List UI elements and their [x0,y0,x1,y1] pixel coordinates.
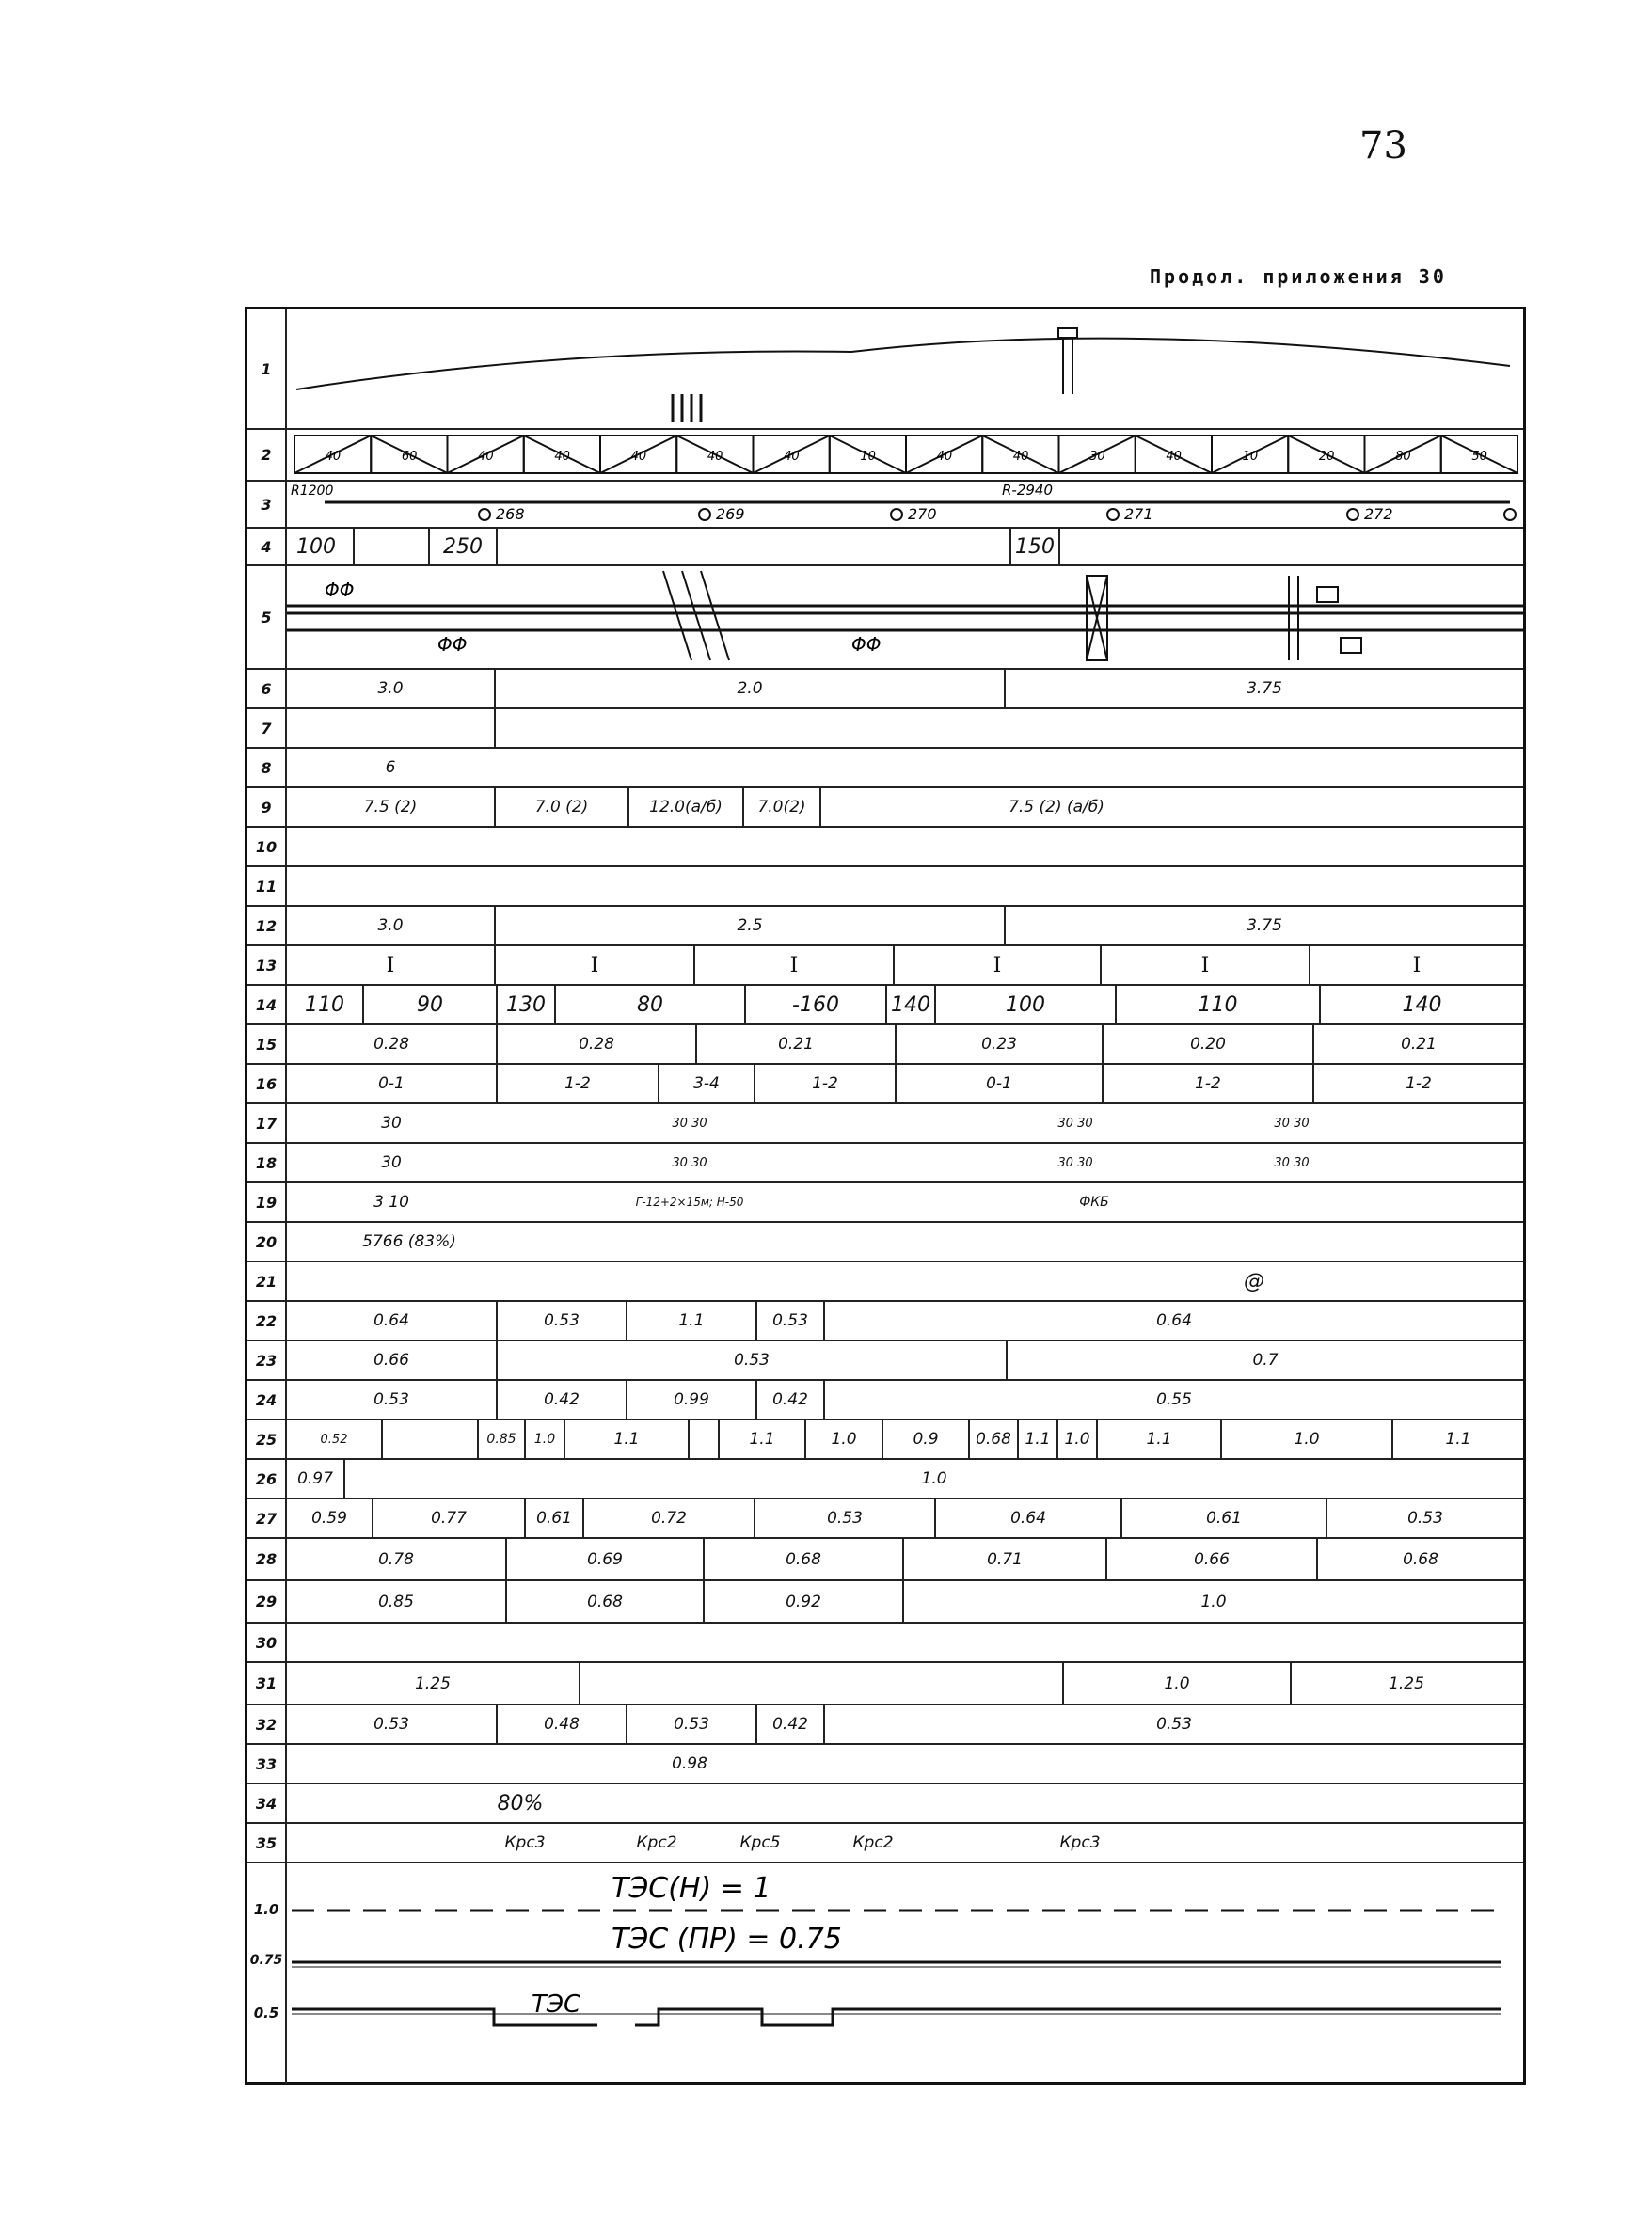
row32-val: 0.53 [627,1705,757,1743]
row28-val: 0.78 [287,1539,507,1579]
row16-val: 1-2 [1406,1074,1432,1093]
row19-val: Г-12+2×15м; Н-50 [635,1196,744,1209]
row-19 [247,1183,1523,1223]
row27-val: 0.64 [936,1499,1122,1537]
svg-text:ΦΦ: ΦΦ [851,633,882,656]
row-number: 12 [247,907,287,944]
row16-val: 1-2 [1104,1065,1314,1102]
row27-val: 0.61 [526,1499,584,1537]
row25-val: 0.9 [883,1420,970,1458]
row35-val: Крс3 [504,1833,546,1852]
row-31 [247,1663,1523,1705]
scale-0.5: 0.5 [253,2005,279,2022]
row-number: 35 [247,1824,287,1862]
row25-val: 1.0 [1222,1420,1393,1458]
slope-label: 10 [1242,450,1259,464]
row9-val: 12.0(а/б) [629,788,744,826]
row27-val: 0.77 [373,1499,526,1537]
row16-val: 1-2 [498,1065,659,1102]
row-number: 14 [247,986,287,1023]
row19-val: 3 10 [373,1193,409,1212]
row9-val: 7.0 (2) [496,788,629,826]
row34-val: 80% [497,1791,544,1816]
slope-label: 40 [554,450,570,464]
row9-val: 7.0(2) [744,788,821,826]
row-number: 29 [247,1581,287,1622]
appendix-header: Продол. приложения 30 [1150,265,1447,288]
row32-val: 0.53 [287,1705,498,1743]
slope-label: 40 [630,450,647,464]
plan-line-graphic [287,482,1525,527]
slope-label: 40 [325,450,342,464]
row-23 [247,1341,1523,1381]
row16-val: 3-4 [659,1065,755,1102]
row-number: 5 [247,566,287,668]
row13-val: I [695,946,895,984]
row27-val: 0.53 [755,1499,936,1537]
row23-val: 0.66 [287,1341,498,1379]
row24-val: 0.99 [627,1381,757,1419]
row31-val: 1.0 [1062,1663,1292,1704]
row-number: 4 [247,529,287,564]
slope-label: 60 [401,450,418,464]
row31-val: 1.25 [287,1663,580,1704]
row-14 [247,986,1523,1025]
row25-val: 1.1 [1098,1420,1222,1458]
row-28 [247,1539,1523,1581]
row-26 [247,1460,1523,1499]
row-number: 31 [247,1663,287,1704]
row4-val: 250 [430,529,498,564]
row-number: 13 [247,946,287,984]
row-number: 7 [247,709,287,747]
row17-val: 30 [381,1114,402,1133]
row-number: 1 [247,309,287,428]
row14-val: 90 [364,986,498,1023]
row12-val: 3.0 [287,907,496,944]
row17-val: 30 30 [1274,1116,1310,1131]
row25-blank [383,1420,479,1458]
row17-val: 30 30 [1057,1116,1093,1131]
row14-val: 80 [556,986,746,1023]
row-number: 21 [247,1262,287,1300]
graph-scale [247,1863,287,2084]
row16-val: 0-1 [287,1065,498,1102]
row9-val: 7.5 (2) [287,788,496,826]
svg-text:ΦΦ: ΦΦ [325,579,355,601]
row-number: 28 [247,1539,287,1579]
row9-val: 7.5 (2) (а/б) [1009,798,1104,817]
row4-val: 100 [287,529,355,564]
row24-val: 0.42 [498,1381,627,1419]
row24-val: 0.55 [1156,1390,1192,1409]
line-pr-label: ТЭС (ПР) = 0.75 [612,1923,842,1956]
row-22 [247,1302,1523,1341]
row21-val: @ [1244,1269,1264,1293]
radius-left: R1200 [291,484,334,499]
row24-val: 0.42 [757,1381,825,1419]
row-7 [247,709,1523,749]
row33-val: 0.98 [672,1754,707,1773]
row-number: 17 [247,1104,287,1142]
row32-val: 0.53 [1156,1715,1192,1734]
row-11 [247,867,1523,907]
row-number: 23 [247,1341,287,1379]
row22-val: 0.53 [757,1302,825,1340]
row-8 [247,749,1523,788]
row16-val: 0-1 [897,1065,1104,1102]
row27-val: 0.61 [1122,1499,1327,1537]
row35-val: Крс2 [636,1833,677,1852]
row-number: 2 [247,430,287,480]
row-5-lanes [247,566,1523,670]
slope-label: 40 [936,450,953,464]
scale-0.75: 0.75 [249,1953,283,1968]
row13-val: I [287,946,496,984]
row28-val: 0.69 [507,1539,705,1579]
row-number: 30 [247,1624,287,1661]
row29-val: 1.0 [1200,1592,1227,1611]
row18-val: 30 [381,1153,402,1172]
row12-val: 3.75 [1247,916,1282,935]
svg-text:ΦΦ: ΦΦ [437,633,468,656]
row15-val: 0.23 [897,1025,1104,1063]
row-number: 24 [247,1381,287,1419]
row12-val: 2.5 [496,907,1006,944]
row29-val: 0.68 [507,1581,705,1622]
slope-diagram [287,430,1525,480]
row27-val: 0.53 [1407,1509,1443,1528]
station-270: 270 [908,505,937,523]
row13-val: I [895,946,1102,984]
page-number: 73 [1359,124,1407,167]
lane-schematic [287,566,1525,668]
row-4 [247,529,1523,566]
row35-val: Крс3 [1059,1833,1101,1852]
radius-right: R-2940 [1002,482,1054,499]
row13-val: I [1102,946,1310,984]
row-34 [247,1784,1523,1824]
row25-val: 1.0 [526,1420,565,1458]
row-number: 19 [247,1183,287,1221]
row22-val: 0.64 [1156,1311,1192,1330]
row-9 [247,788,1523,828]
slope-label: 50 [1471,450,1487,464]
row25-val: 1.1 [1019,1420,1058,1458]
row-16 [247,1065,1523,1104]
slope-label: 40 [707,450,723,464]
row8-val: 6 [385,758,396,777]
row-number: 11 [247,867,287,905]
row-35 [247,1824,1523,1863]
scale-1.0: 1.0 [253,1901,279,1918]
row-29 [247,1581,1523,1624]
row-number: 6 [247,670,287,707]
tes-graph-svg [287,1863,1525,2084]
station-268: 268 [496,505,525,523]
row-number: 15 [247,1025,287,1063]
row23-val: 0.7 [1252,1351,1279,1370]
row31-val: 1.25 [1389,1673,1424,1693]
road-profile-graphic [287,309,1525,428]
slope-label: 40 [478,450,494,464]
row26-val: 1.0 [921,1469,947,1488]
row-6 [247,670,1523,709]
row14-val: 130 [498,986,556,1023]
row-18 [247,1144,1523,1183]
slope-label: 30 [1089,450,1105,464]
slope-label: 40 [784,450,800,464]
row15-val: 0.20 [1104,1025,1314,1063]
row28-val: 0.66 [1107,1539,1318,1579]
row25-val: 0.52 [287,1420,383,1458]
row25-val: 1.1 [720,1420,806,1458]
data-sheet [245,307,1526,2085]
row28-val: 0.68 [705,1539,904,1579]
row6-val: 3.75 [1247,679,1282,698]
row16-val: 1-2 [755,1065,897,1102]
row18-val: 30 30 [1057,1155,1093,1170]
row32-val: 0.48 [498,1705,627,1743]
row-number: 27 [247,1499,287,1537]
row15-val: 0.28 [498,1025,697,1063]
row14-val: 140 [1402,992,1442,1017]
row4-val: 150 [1009,529,1060,564]
row-15 [247,1025,1523,1065]
row-25 [247,1420,1523,1460]
row25-val: 0.68 [970,1420,1019,1458]
station-272: 272 [1364,505,1393,523]
row24-val: 0.53 [287,1381,498,1419]
row7-cell [287,709,496,747]
row-number: 16 [247,1065,287,1102]
row-number: 3 [247,482,287,527]
row-number: 22 [247,1302,287,1340]
row25-val: 1.1 [1445,1430,1471,1449]
row23-val: 0.53 [498,1341,1008,1379]
slope-label: 40 [1166,450,1182,464]
row-17 [247,1104,1523,1144]
row-number: 20 [247,1223,287,1261]
row32-val: 0.42 [757,1705,825,1743]
row25-val: 1.0 [1058,1420,1098,1458]
row6-val: 3.0 [287,670,496,707]
row35-val: Крс2 [852,1833,894,1852]
row28-val: 0.68 [1403,1549,1438,1569]
row29-val: 0.85 [287,1581,507,1622]
row25-val: 0.85 [479,1420,526,1458]
row18-val: 30 30 [1274,1155,1310,1170]
row25-val: 1.1 [565,1420,690,1458]
row14-val: 110 [287,986,364,1023]
row-number: 8 [247,749,287,786]
row-number: 34 [247,1784,287,1822]
row-27 [247,1499,1523,1539]
row13-val: I [496,946,695,984]
row29-val: 0.92 [705,1581,904,1622]
row-21 [247,1262,1523,1302]
row22-val: 1.1 [627,1302,757,1340]
row27-val: 0.59 [287,1499,373,1537]
row25-val: 1.0 [806,1420,883,1458]
row14-val: 100 [936,986,1117,1023]
row14-val: 140 [887,986,936,1023]
row6-val: 2.0 [496,670,1006,707]
slope-label: 40 [1012,450,1029,464]
row26-val: 0.97 [287,1460,345,1498]
tes-label: ТЭС [532,1990,581,2019]
row15-val: 0.21 [697,1025,897,1063]
row-13 [247,946,1523,986]
row14-val: -160 [746,986,887,1023]
slope-label: 20 [1318,450,1335,464]
row-number: 32 [247,1705,287,1743]
row-1-profile [247,309,1523,430]
row-number: 10 [247,828,287,865]
row14-val: 110 [1117,986,1321,1023]
row25-blank [690,1420,720,1458]
station-271: 271 [1124,505,1153,523]
row-3-plan [247,482,1523,529]
row-30 [247,1624,1523,1663]
row-20 [247,1223,1523,1262]
row22-val: 0.64 [287,1302,498,1340]
row4-blank [343,529,430,564]
line-h-label: ТЭС(Н) = 1 [612,1872,771,1905]
row18-val: 30 30 [672,1155,707,1170]
row28-val: 0.71 [904,1539,1107,1579]
slope-label: 80 [1395,450,1411,464]
row-number: 25 [247,1420,287,1458]
row19-val: ФКБ [1079,1195,1109,1210]
row17-val: 30 30 [672,1116,707,1131]
row-10 [247,828,1523,867]
row-24 [247,1381,1523,1420]
row15-val: 0.21 [1401,1035,1437,1054]
row-32 [247,1705,1523,1745]
row-number: 33 [247,1745,287,1783]
row-number: 9 [247,788,287,826]
row27-val: 0.72 [584,1499,755,1537]
row20-val: 5766 (83%) [362,1232,456,1251]
row13-val: I [1412,953,1422,977]
station-269: 269 [716,505,745,523]
row-2-slopes [247,430,1523,482]
row-12 [247,907,1523,946]
row35-val: Крс5 [739,1833,781,1852]
slope-label: 10 [860,450,876,464]
tes-graph [247,1863,1523,2084]
row-number: 26 [247,1460,287,1498]
row22-val: 0.53 [498,1302,627,1340]
row-number: 18 [247,1144,287,1181]
row-33 [247,1745,1523,1784]
row15-val: 0.28 [287,1025,498,1063]
